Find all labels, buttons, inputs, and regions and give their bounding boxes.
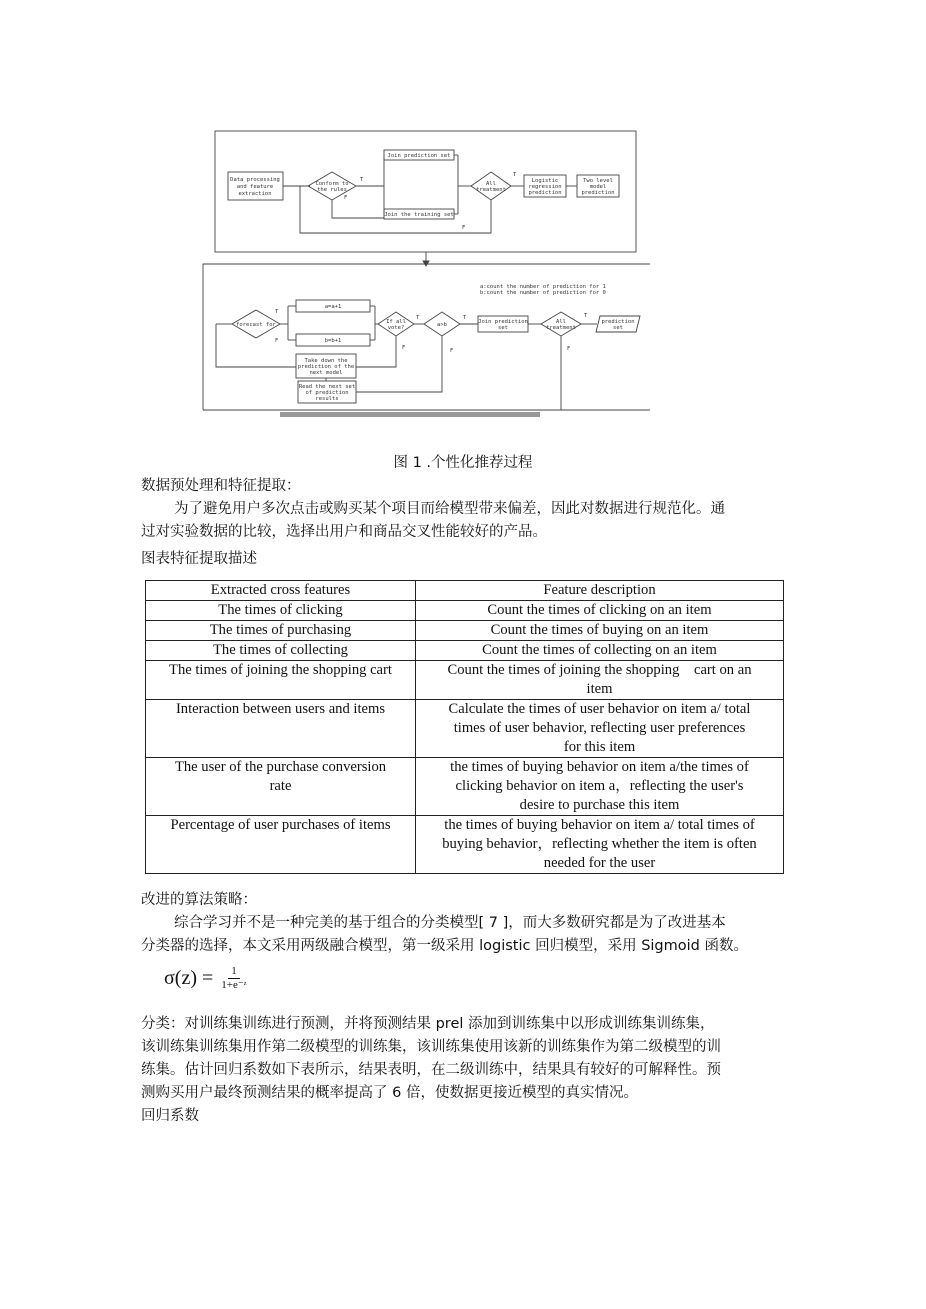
- feature-cell: [146, 758, 416, 816]
- two-level-l3: prediction: [581, 190, 615, 196]
- take-down-l3: next model: [309, 370, 343, 376]
- feature-cell: The times of collecting: [146, 641, 416, 661]
- bottom-f4: F: [567, 346, 571, 352]
- bottom-t4: T: [584, 313, 588, 319]
- table-header-description: Feature description: [416, 581, 784, 601]
- sigmoid-formula: [164, 961, 249, 995]
- section2-heading: 改进的算法策略：: [141, 892, 257, 908]
- description-cell: Count the times of clicking on an item: [416, 601, 784, 621]
- desc-line: desire to purchase this item: [519, 797, 680, 813]
- desc-line: item: [586, 681, 613, 697]
- desc-line: Count the times of joining the shopping cart on an: [447, 662, 752, 678]
- desc-line: the times of buying behavior on item a/ total times of: [444, 817, 755, 833]
- join-pred-b-l2: set: [498, 325, 508, 331]
- section2-para-l1: 综合学习并不是一种完美的基于组合的分类模型[ 7 ]，而大多数研究都是为了改进基本: [174, 915, 726, 931]
- join-prediction-text: Join prediction set: [387, 153, 451, 159]
- description-cell: [416, 700, 784, 758]
- desc-line: times of user behavior, reflecting user preferences: [453, 720, 746, 736]
- prediction-set-l2: set: [613, 325, 623, 331]
- top-f1: F: [344, 195, 348, 201]
- data-processing-l3: extraction: [238, 191, 272, 197]
- data-processing-l1: Data processing: [230, 177, 280, 183]
- feature-line: rate: [269, 778, 292, 794]
- formula-lhs: σ(z) =: [164, 966, 214, 989]
- prediction-set-l1: prediction: [601, 319, 635, 325]
- all-treatment-b-l2: treatment: [546, 325, 576, 331]
- logistic-l3: prediction: [528, 190, 562, 196]
- description-cell: [416, 816, 784, 874]
- description-cell: Count the times of collecting on an item: [416, 641, 784, 661]
- section3-l5: 回归系数: [141, 1108, 199, 1124]
- conform-l2: the rules: [317, 187, 347, 193]
- section3-l4: 测购买用户最终预测结果的概率提高了 6 倍，使数据更接近模型的真实情况。: [141, 1085, 638, 1101]
- section3-l1: 分类：对训练集训练进行预测，并将预测结果 prel 添加到训练集中以形成训练集训练集，: [141, 1016, 715, 1032]
- description-cell: Count the times of buying on an item: [416, 621, 784, 641]
- section1-heading: 数据预处理和特征提取：: [141, 478, 301, 494]
- a-gt-b-text: a>b: [437, 322, 447, 328]
- table-header-feature: Extracted cross features: [146, 581, 416, 601]
- feature-cell: The times of joining the shopping cart: [146, 661, 416, 700]
- all-treatment-l2: treatment: [476, 187, 506, 193]
- bottom-f2: F: [402, 345, 406, 351]
- forecast-text: forecast for: [236, 322, 276, 328]
- table-title: 图表特征提取描述: [141, 551, 257, 567]
- table-row: [146, 758, 784, 816]
- table-row: [146, 816, 784, 874]
- feature-cell: The times of purchasing: [146, 621, 416, 641]
- table-row: [146, 601, 784, 621]
- top-t2: T: [513, 172, 517, 178]
- legend-a: a:count the number of prediction for 1: [480, 284, 606, 290]
- data-processing-l2: and feature: [236, 184, 274, 190]
- join-pred-b-l1: Join prediction: [478, 319, 528, 325]
- desc-line: clicking behavior on item a，reflecting the user's: [455, 778, 744, 794]
- all-treatment-b-l1: All: [556, 319, 566, 325]
- take-down-l1: Take down the: [304, 358, 348, 364]
- feature-line: The user of the purchase conversion: [174, 759, 387, 775]
- top-f2: F: [462, 225, 466, 231]
- flowchart-figure: [0, 0, 926, 440]
- conform-l1: Conform to: [315, 181, 349, 187]
- description-cell: [416, 661, 784, 700]
- if-all-l1: If all: [386, 319, 406, 325]
- read-next-l2: of prediction: [305, 390, 349, 396]
- desc-line: Calculate the times of user behavior on item a/ total: [448, 701, 751, 717]
- table-row: [146, 641, 784, 661]
- table-row: [146, 661, 784, 700]
- section1-para-l2: 过对实验数据的比较，选择出用户和商品交叉性能较好的产品。: [141, 524, 547, 540]
- bottom-f3: F: [450, 348, 454, 354]
- feature-cell: Percentage of user purchases of items: [146, 816, 416, 874]
- formula-numerator: 1: [228, 965, 240, 979]
- bottom-t2: T: [416, 315, 420, 321]
- legend-b: b:count the number of prediction for 0: [480, 290, 606, 296]
- logistic-l2: regression: [528, 184, 562, 190]
- desc-line: for this item: [563, 739, 636, 755]
- top-diagram-frame: [215, 131, 636, 252]
- figure-caption: 图 1 .个性化推荐过程: [393, 455, 533, 471]
- bottom-t1: T: [275, 309, 279, 315]
- table-header-row: [146, 581, 784, 601]
- section3-l3: 练集。估计回归系数如下表所示，结果表明，在二级训练中，结果具有较好的可解释性。预: [141, 1062, 721, 1078]
- feature-table: [145, 580, 784, 874]
- section1-para-l1: 为了避免用户多次点击或购买某个项目而给模型带来偏差，因此对数据进行规范化。通: [174, 501, 725, 517]
- feature-cell: The times of clicking: [146, 601, 416, 621]
- section2-para-l2: 分类器的选择，本文采用两级融合模型，第一级采用 logistic 回归模型，采用 Sigmoid 函数。: [141, 938, 748, 954]
- feature-cell: Interaction between users and items: [146, 700, 416, 758]
- formula-fraction: [219, 965, 248, 992]
- two-level-l2: model: [589, 184, 607, 190]
- read-next-l1: Read the next set: [298, 384, 356, 390]
- desc-line: needed for the user: [543, 855, 656, 871]
- take-down-l2: prediction of the: [297, 364, 355, 370]
- all-treatment-l1: All: [486, 181, 496, 187]
- a-plus-text: a=a+1: [324, 304, 342, 310]
- desc-line: buying behavior，reflecting whether the item is often: [442, 836, 757, 852]
- b-plus-text: b=b+1: [324, 338, 342, 344]
- description-cell: [416, 758, 784, 816]
- table-row: [146, 621, 784, 641]
- formula-denominator: 1+e⁻ᶻ: [221, 978, 247, 991]
- logistic-l1: Logistic: [531, 178, 559, 184]
- join-training-text: Join the training set: [384, 212, 454, 218]
- if-all-l2: vote?: [387, 325, 405, 331]
- two-level-l1: Two level: [583, 178, 613, 184]
- bottom-t3: T: [463, 315, 467, 321]
- table-row: [146, 700, 784, 758]
- top-t1: T: [360, 177, 364, 183]
- desc-line: the times of buying behavior on item a/the times of: [450, 759, 749, 775]
- bottom-f1: F: [275, 338, 279, 344]
- section3-l2: 该训练集训练集用作第二级模型的训练集，该训练集使用该新的训练集作为第二级模型的训: [141, 1039, 721, 1055]
- read-next-l3: results: [315, 396, 339, 402]
